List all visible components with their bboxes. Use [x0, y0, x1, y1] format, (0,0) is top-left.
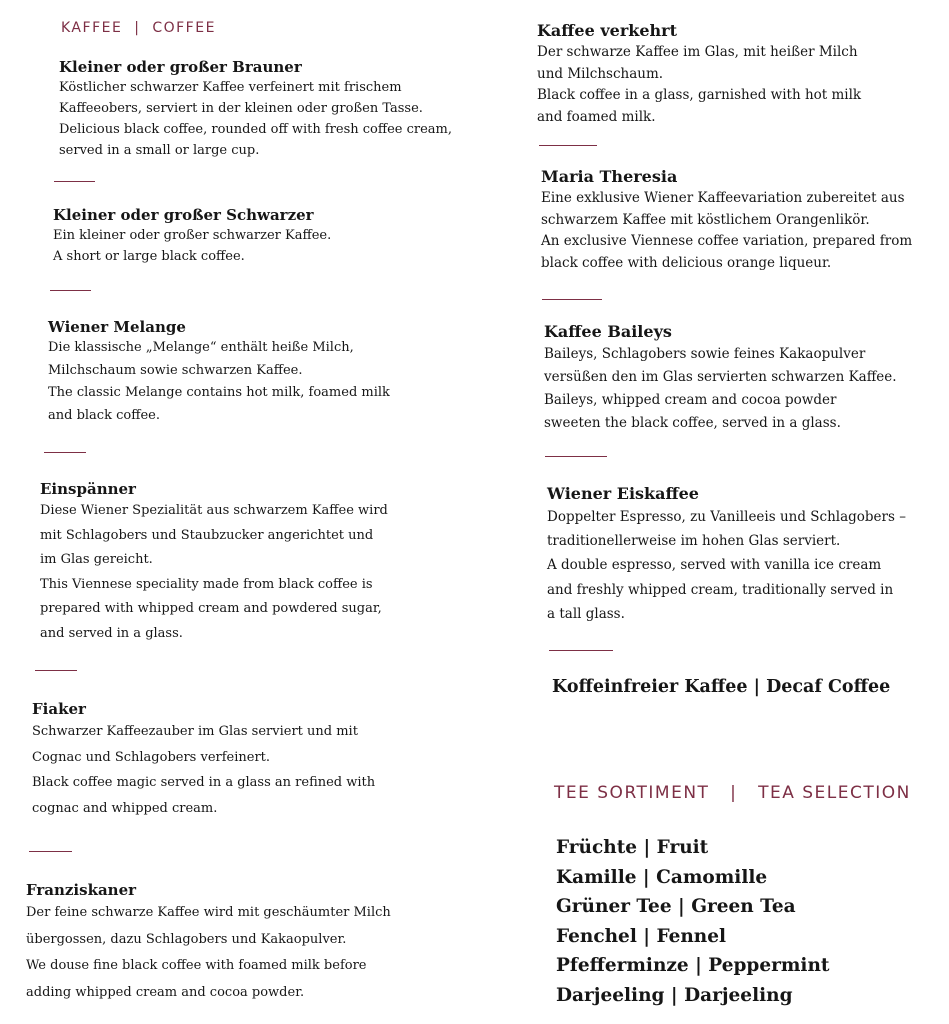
- menu-item-title: Kaffee verkehrt: [537, 21, 677, 40]
- divider: [29, 851, 72, 852]
- tea-item: Darjeeling | Darjeeling: [556, 984, 793, 1006]
- divider: [549, 650, 613, 651]
- divider: [539, 145, 597, 146]
- menu-item-description: Schwarzer Kaffeezauber im Glas serviert und mit Cognac und Schlagobers verfeinert. Black coffee magic served in a glass an refined with cognac and whipped cream.: [32, 724, 376, 816]
- menu-item-title: Franziskaner: [26, 881, 137, 899]
- divider: [545, 456, 607, 457]
- tea-item: Fenchel | Fennel: [556, 925, 727, 947]
- menu-item-kaffee-verkehrt: [537, 20, 861, 128]
- menu-item-title: Einspänner: [40, 480, 136, 498]
- menu-item-description: Doppelter Espresso, zu Vanilleeis und Schlagobers – traditionellerweise im hohen Glas serviert. A double espresso, served with vanilla ice cream and freshly whipped cream, traditionally served in a tall glass.: [547, 509, 906, 622]
- menu-item-title: Kleiner oder großer Brauner: [59, 58, 302, 76]
- coffee-section-heading: KAFFEE | COFFEE: [61, 20, 216, 36]
- menu-item-description: Diese Wiener Spezialität aus schwarzem Kaffee wird mit Schlagobers und Staubzucker angerichtet und im Glas gereicht. This Viennese speciality made from black coffee is prepared with whipped cream and powdered sugar, and served in a glass.: [40, 503, 388, 641]
- divider: [35, 670, 77, 671]
- menu-item-description: Köstlicher schwarzer Kaffee verfeinert mit frischem Kaffeeobers, serviert in der kleinen oder großen Tasse. Delicious black coffee, rounded off with fresh coffee cream, served in a small or large cup.: [59, 80, 453, 158]
- divider: [542, 299, 602, 300]
- menu-item-description: Die klassische „Melange“ enthält heiße Milch, Milchschaum sowie schwarzen Kaffee. The classic Melange contains hot milk, foamed milk and black coffee.: [48, 340, 390, 423]
- menu-item-wiener-eiskaffee: [547, 483, 906, 626]
- tea-list: [556, 833, 829, 1010]
- menu-item-title: Fiaker: [32, 700, 86, 718]
- menu-item-franziskaner: [26, 880, 391, 1006]
- tea-item: Pfefferminze | Peppermint: [556, 955, 830, 976]
- menu-item-description: Ein kleiner oder großer schwarzer Kaffee. A short or large black coffee.: [53, 228, 332, 264]
- menu-item-title: Kleiner oder großer Schwarzer: [53, 206, 314, 224]
- menu-item-description: Eine exklusive Wiener Kaffeevariation zubereitet aus schwarzem Kaffee mit köstlichem Orangenlikör. An exclusive Viennese coffee variation, prepared from black coffee with delicious orange liqueur.: [541, 190, 913, 271]
- decaf-coffee-item: Koffeinfreier Kaffee | Decaf Coffee: [552, 677, 891, 697]
- divider: [50, 290, 91, 291]
- divider: [54, 181, 95, 182]
- menu-item-kleiner-schwarzer: [53, 205, 331, 267]
- divider: [44, 452, 86, 453]
- tea-item: Früchte | Fruit: [556, 837, 709, 858]
- tea-item: Grüner Tee | Green Tea: [556, 896, 796, 917]
- menu-item-title: Kaffee Baileys: [544, 322, 672, 341]
- menu-item-title: Wiener Melange: [48, 318, 186, 336]
- menu-item-description: Der feine schwarze Kaffee wird mit geschäumter Milch übergossen, dazu Schlagobers und Kakaopulver. We douse fine black coffee with foamed milk before adding whipped cream and cocoa powder.: [26, 905, 391, 1000]
- menu-item-maria-theresia: [541, 166, 912, 274]
- tea-section-heading: TEE SORTIMENT | TEA SELECTION: [554, 783, 911, 803]
- menu-item-einspaenner: [40, 479, 388, 646]
- menu-item-fiaker: [32, 699, 375, 821]
- menu-item-description: Baileys, Schlagobers sowie feines Kakaopulver versüßen den im Glas servierten schwarzen Kaffee. Baileys, whipped cream and cocoa powder sweeten the black coffee, served in a glass.: [544, 346, 897, 431]
- menu-item-wiener-melange: [48, 317, 390, 427]
- menu-item-kleiner-brauner: [59, 57, 452, 161]
- tea-item: Kamille | Camomille: [556, 866, 768, 888]
- menu-item-kaffee-baileys: [544, 321, 897, 435]
- menu-item-title: Maria Theresia: [541, 167, 678, 186]
- menu-item-title: Wiener Eiskaffee: [547, 484, 699, 503]
- menu-item-description: Der schwarze Kaffee im Glas, mit heißer Milch und Milchschaum. Black coffee in a glass, garnished with hot milk and foamed milk.: [537, 44, 862, 125]
